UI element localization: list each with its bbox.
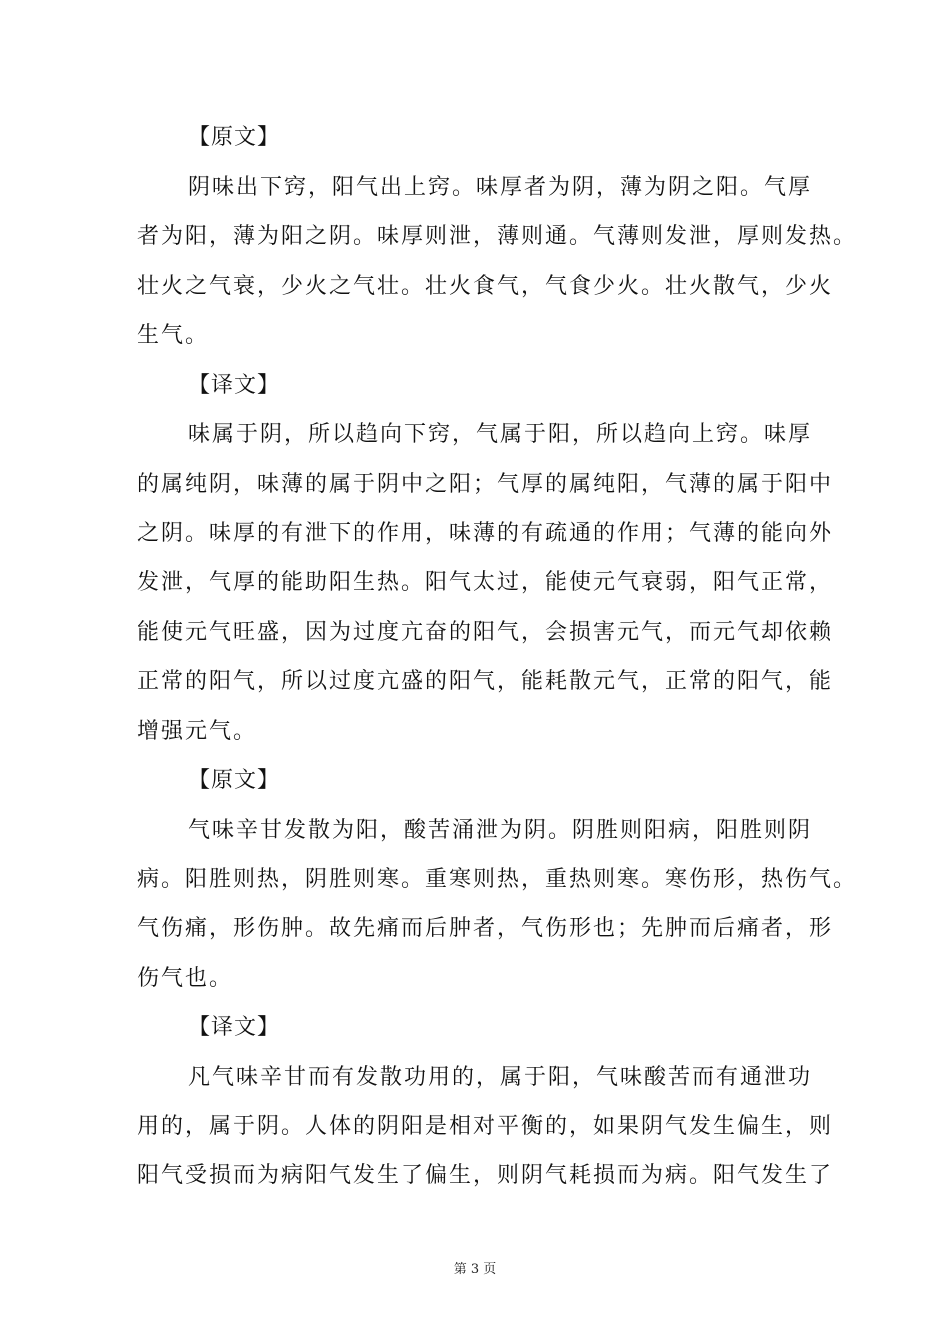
paragraph-line: 阴味出下窍，阳气出上窍。味厚者为阴，薄为阴之阳。气厚	[188, 175, 813, 200]
paragraph-line: 者为阳，薄为阳之阴。味厚则泄，薄则通。气薄则发泄，厚则发热。	[137, 224, 858, 249]
paragraph-line: 的属纯阴，味薄的属于阴中之阳；气厚的属纯阳，气薄的属于阳中	[137, 472, 834, 497]
paragraph-line: 凡气味辛甘而有发散功用的，属于阳，气味酸苦而有通泄功	[188, 1065, 813, 1090]
paragraph-line: 味属于阴，所以趋向下窍，气属于阳，所以趋向上窍。味厚	[188, 422, 813, 447]
paragraph-line: 生气。	[137, 323, 210, 348]
paragraph-line: 阳气受损而为病阳气发生了偏生，则阴气耗损而为病。阳气发生了	[137, 1163, 834, 1188]
paragraph-line: 壮火之气衰，少火之气壮。壮火食气，气食少火。壮火散气，少火	[137, 274, 834, 299]
section-heading-original: 【原文】	[188, 125, 281, 150]
section-heading-translation: 【译文】	[188, 373, 281, 398]
paragraph-line: 用的，属于阴。人体的阴阳是相对平衡的，如果阴气发生偏生，则	[137, 1114, 834, 1139]
paragraph-line: 正常的阳气，所以过度亢盛的阳气，能耗散元气，正常的阳气，能	[137, 669, 834, 694]
paragraph-line: 增强元气。	[137, 719, 258, 744]
paragraph-line: 之阴。味厚的有泄下的作用，味薄的有疏通的作用；气薄的能向外	[137, 521, 834, 546]
section-heading-translation: 【译文】	[188, 1015, 281, 1040]
section-heading-original: 【原文】	[188, 768, 281, 793]
paragraph-line: 气味辛甘发散为阳，酸苦涌泄为阴。阴胜则阳病，阳胜则阴	[188, 818, 813, 843]
paragraph-line: 发泄，气厚的能助阳生热。阳气太过，能使元气衰弱，阳气正常，	[137, 570, 834, 595]
page-number: 第 3 页	[453, 1262, 497, 1277]
paragraph-line: 气伤痛，形伤肿。故先痛而后肿者，气伤形也；先肿而后痛者，形	[137, 916, 834, 941]
paragraph-line: 伤气也。	[137, 966, 234, 991]
paragraph-line: 病。阳胜则热，阴胜则寒。重寒则热，重热则寒。寒伤形，热伤气。	[137, 867, 858, 892]
paragraph-line: 能使元气旺盛，因为过度亢奋的阳气，会损害元气，而元气却依赖	[137, 620, 834, 645]
